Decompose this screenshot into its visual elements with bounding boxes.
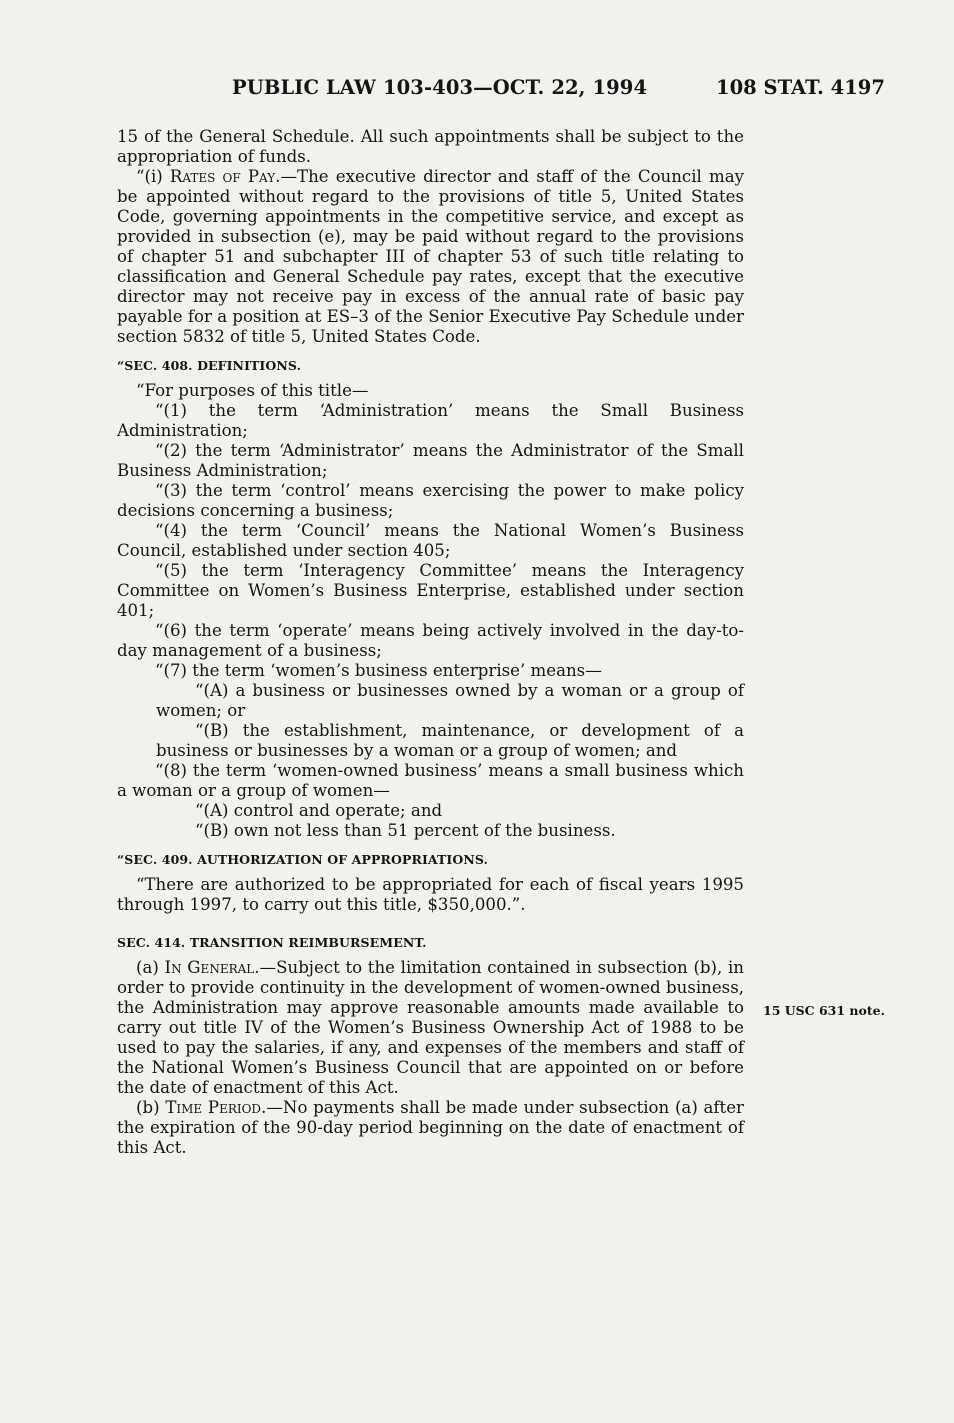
- definition-2: “(2) the term ‘Administrator’ means the Administrator of the Small Business Administration;: [117, 441, 744, 480]
- definition-8b: “(B) own not less than 51 percent of the business.: [195, 821, 616, 840]
- rates-of-pay-heading: Rates of Pay: [169, 167, 276, 186]
- definition-4: “(4) the term ‘Council’ means the National Women’s Business Council, established under section 405;: [117, 521, 744, 560]
- definitions-intro: “For purposes of this title—: [136, 381, 369, 400]
- section-414-a: (a) In General.—Subject to the limitation contained in subsection (b), in order to provide continuity in the development of women-owned business, the Administration may approve reasonable amounts made available to carry out title IV of the Women’s Business Ownership Act of 1988 to be used to pay the salaries, if any, and expenses of the members and staff of the National Women’s Business Council that are appointed on or before the date of enactment of this Act.: [117, 958, 744, 1097]
- in-general-heading: In General: [164, 958, 255, 977]
- definition-7a: “(A) a business or businesses owned by a woman or a group of women; or: [156, 681, 744, 720]
- section-409-heading: “SEC. 409. AUTHORIZATION OF APPROPRIATIONS.: [117, 852, 488, 867]
- rates-of-pay-paragraph: “(i) Rates of Pay.—The executive director and staff of the Council may be appointed without regard to the provisions of title 5, United States Code, governing appointments in the competitive service, and except as provided in subsection (e), may be paid without regard to the provisions of chapter 51 and subchapter III of chapter 53 of such title relating to classification and General Schedule pay rates, except that the executive director may not receive pay in excess of the annual rate of basic pay payable for a position at ES–3 of the Senior Executive Pay Schedule under section 5832 of title 5, United States Code.: [117, 167, 745, 346]
- definition-1: “(1) the term ‘Administration’ means the Small Business Administration;: [117, 401, 744, 440]
- definition-3: “(3) the term ‘control’ means exercising the power to make policy decisions concerning a business;: [117, 481, 744, 520]
- time-period-heading: Time Period: [165, 1098, 262, 1117]
- definition-7: “(7) the term ‘women’s business enterprise’ means—: [155, 661, 602, 680]
- running-head: PUBLIC LAW 103-403—OCT. 22, 1994: [232, 76, 648, 99]
- section-409-text: “There are authorized to be appropriated for each of fiscal years 1995 through 1997, to carry out this title, $350,000.”.: [117, 875, 744, 914]
- body-text: [117, 127, 744, 1158]
- continued-paragraph: 15 of the General Schedule. All such appointments shall be subject to the appropriation of funds.: [117, 127, 744, 166]
- stat-reference: 108 STAT. 4197: [716, 76, 885, 99]
- definition-8a: “(A) control and operate; and: [195, 801, 443, 820]
- definition-8: “(8) the term ‘women-owned business’ means a small business which a woman or a group of women—: [117, 761, 744, 800]
- definition-5: “(5) the term ‘Interagency Committee’ means the Interagency Committee on Women’s Business Enterprise, established under section 401;: [117, 561, 744, 620]
- definition-6: “(6) the term ‘operate’ means being actively involved in the day-to-day management of a business;: [117, 621, 744, 660]
- definition-7b: “(B) the establishment, maintenance, or development of a business or businesses by a woman or a group of women; and: [156, 721, 744, 760]
- section-408-heading: “SEC. 408. DEFINITIONS.: [117, 358, 302, 373]
- section-414-b: (b) Time Period.—No payments shall be made under subsection (a) after the expiration of the 90-day period beginning on the date of enactment of this Act.: [117, 1098, 744, 1157]
- margin-citation-note: 15 USC 631 note.: [763, 1003, 885, 1018]
- section-414-heading: SEC. 414. TRANSITION REIMBURSEMENT.: [117, 935, 427, 950]
